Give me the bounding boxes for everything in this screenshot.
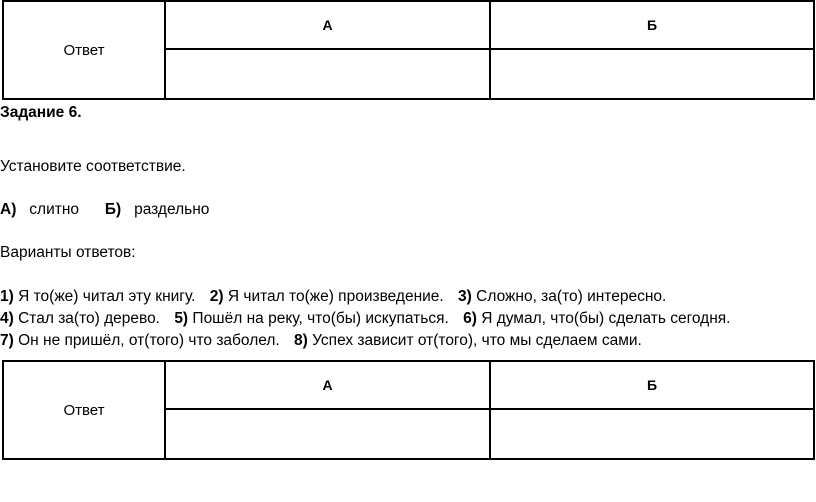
answer-cell-b[interactable]	[490, 409, 814, 459]
variant-item: 6) Я думал, что(бы) сделать сегодня.	[463, 310, 731, 327]
answer-table-top	[2, 0, 815, 100]
answer-table-bottom	[2, 360, 815, 460]
options-line	[0, 200, 209, 220]
column-header-a: А	[165, 361, 490, 409]
variants-list	[0, 286, 812, 352]
variant-item: 4) Стал за(то) дерево.	[0, 310, 160, 327]
variant-item: 3) Сложно, за(то) интересно.	[458, 288, 667, 305]
task-instruction: Установите соответствие.	[0, 158, 186, 175]
answer-cell-a[interactable]	[165, 49, 490, 99]
variant-item: 2) Я читал то(же) произведение.	[209, 288, 444, 305]
option-a-marker: А)	[0, 201, 17, 218]
column-header-a: А	[165, 1, 490, 49]
column-header-b: Б	[490, 361, 814, 409]
variant-item: 1) Я то(же) читал эту книгу.	[0, 288, 196, 305]
answer-cell-b[interactable]	[490, 49, 814, 99]
variants-label: Варианты ответов:	[0, 244, 136, 261]
variant-item: 8) Успех зависит от(того), что мы сделаем сами.	[294, 332, 642, 349]
answer-row-label: Ответ	[3, 1, 165, 99]
option-b-marker: Б)	[104, 201, 122, 218]
answer-row-label: Ответ	[3, 361, 165, 459]
option-a-text: слитно	[29, 201, 80, 218]
variant-item: 5) Пошёл на реку, что(бы) искупаться.	[174, 310, 449, 327]
column-header-b: Б	[490, 1, 814, 49]
task-title: Задание 6.	[0, 104, 82, 121]
option-b-text: раздельно	[134, 201, 210, 218]
variant-item: 7) Он не пришёл, от(того) что заболел.	[0, 332, 280, 349]
answer-cell-a[interactable]	[165, 409, 490, 459]
